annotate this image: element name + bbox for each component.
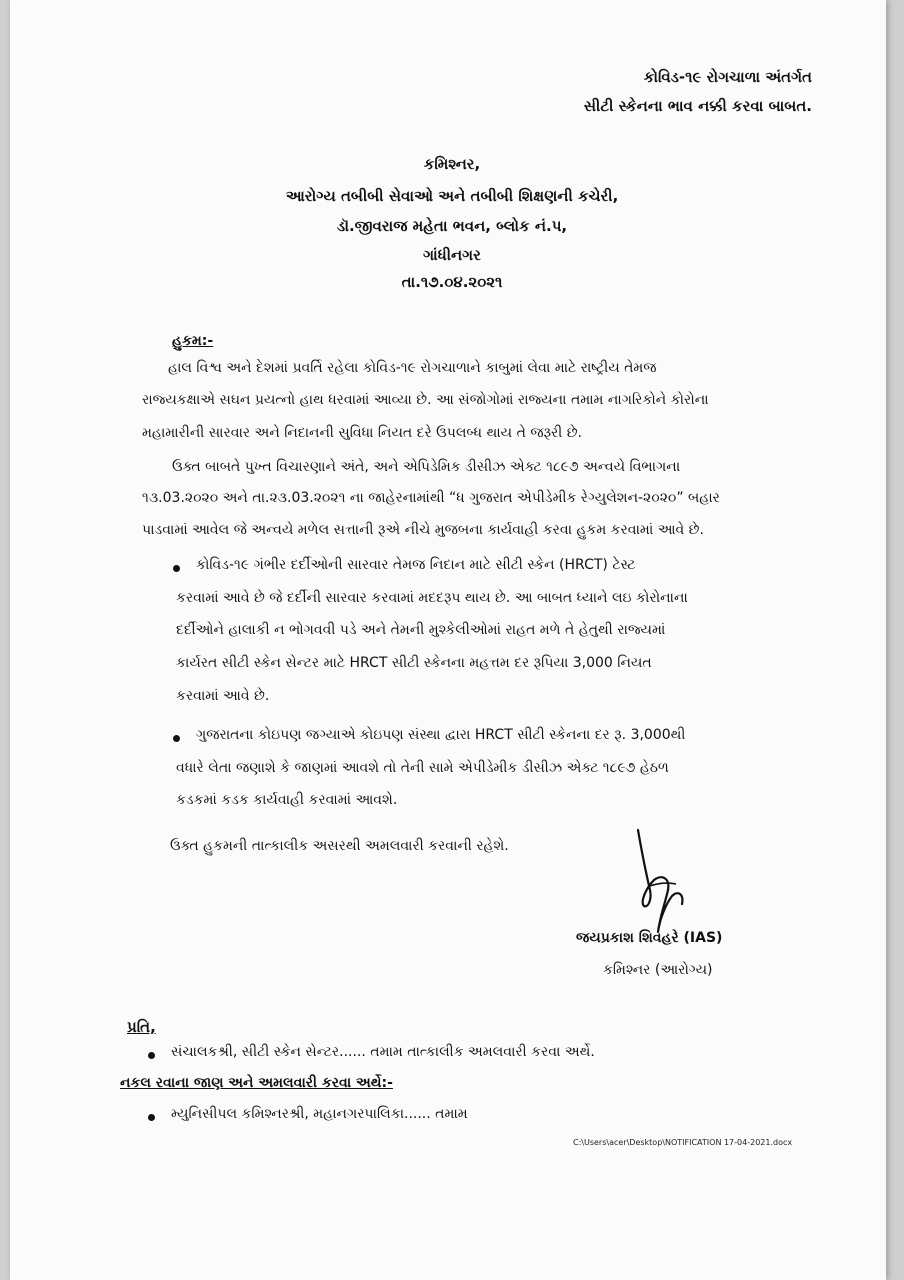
para2-line-3: પાડવામાં આવેલ જે અન્વયે મળેલ સત્તાની રૂએ નીચે મુજબના કાર્યવાહી કરવા હુકમ કરવામાં આવે છે. [142,522,704,538]
subject-line-1: કોવિડ-૧૯ રોગચાળા અંતર્ગત [643,68,812,86]
para1-line-3: મહામારીની સારવાર અને નિદાનની સુવિધા નિયત દરે ઉપલબ્ધ થાય તે જરૂરી છે. [142,425,582,441]
closing-line: ઉક્ત હુકમની તાત્કાલીક અસરથી અમલવારી કરવાની રહેશે. [170,838,509,854]
para2-line-1: ઉક્ત બાબતે પુખ્ત વિચારણાને અંતે, અને એપિડેમિક ડીસીઝ એક્ટ ૧૮૯૭ અન્વયે વિભાગના [172,459,681,475]
bullet-1-line-3: દર્દીઓને હાલાકી ન ભોગવવી પડે અને તેમની મુશ્કેલીઓમાં રાહત મળે તે હેતુથી રાજ્યમાં [176,622,666,638]
recipient-1-dot [148,1052,155,1059]
bullet-2-dot [173,735,180,742]
signatory-designation: કમિશ્નર (આરોગ્ય) [603,962,713,978]
bullet-1-line-2: કરવામાં આવે છે જે દર્દીની સારવાર કરવામાં મદદરૂપ થાય છે. આ બાબત ધ્યાને લઇ કોરોનાના [176,590,688,606]
bullet-1-line-4: કાર્યરત સીટી સ્કેન સેન્ટર માટે HRCT સીટી સ્કેનના મહત્તમ દર રૂપિયા 3,000 નિયત [176,655,652,671]
recipients-heading: પ્રતિ, [127,1018,156,1036]
bullet-2-line-2: વધારે લેતા જણાશે કે જાણમાં આવશે તો તેની સામે એપીડેમીક ડીસીઝ એક્ટ ૧૮૯૭ હેઠળ [176,760,669,776]
signatory-name: જયપ્રકાશ શિવહરે (IAS) [576,930,723,946]
para1-line-1: હાલ વિશ્વ અને દેશમાં પ્રવર્તિ રહેલા કોવિડ-૧૯ રોગચાળાને કાબુમાં લેવા માટે રાષ્ટ્રીય તેમજ [168,360,657,376]
bullet-2-line-1: ગુજરાતના કોઇપણ જગ્યાએ કોઇપણ સંસ્થા દ્વારા HRCT સીટી સ્કેનના દર રૂ. 3,000થી [196,727,686,743]
recipient-item-2: મ્યુનિસીપલ કમિશ્નરશ્રી, મહાનગરપાલિકા...... તમામ [171,1106,468,1122]
recipient-item-1: સંચાલકશ્રી, સીટી સ્કેન સેન્ટર...... તમામ તાત્કાલીક અમલવારી કરવા અર્થે. [171,1044,595,1060]
office-title: કમિશ્નર, [423,155,481,173]
bullet-1-dot [173,565,180,572]
order-heading: હુકમ:- [172,333,214,349]
para2-line-2: ૧૩.03.૨૦૨૦ અને તા.૨૩.03.૨૦૨૧ ના જાહેરનામાંથી “ધ ગુજરાત એપીડેમીક રેગ્યુલેશન-૨૦૨૦” બહાર [142,490,720,506]
recipient-2-dot [148,1114,155,1121]
office-city: ગાંધીનગર [423,246,481,264]
bullet-1-line-1: કોવિડ-૧૯ ગંભીર દર્દીઓની સારવાર તેમજ નિદાન માટે સીટી સ્કેન (HRCT) ટેસ્ટ [196,557,636,573]
order-date: તા.૧૭.૦૪.૨૦૨૧ [401,273,503,291]
subject-line-2: સીટી સ્કેનના ભાવ નક્કી કરવા બાબત. [583,97,812,115]
bullet-2-line-3: કડકમાં કડક કાર્યવાહી કરવામાં આવશે. [176,792,398,808]
bullet-1-line-5: કરવામાં આવે છે. [176,688,270,704]
para1-line-2: રાજ્યકક્ષાએ સઘન પ્રયત્નો હાથ ધરવામાં આવ્યા છે. આ સંજોગોમાં રાજ્યના તમામ નાગરિકોને કોરોના [142,392,709,408]
signature-scribble [620,828,710,938]
office-address: ડૉ.જીવરાજ મહેતા ભવન, બ્લોક નં.પ, [336,217,568,235]
office-dept: આરોગ્ય તબીબી સેવાઓ અને તબીબી શિક્ષણની કચેરી, [285,187,619,205]
copy-heading: નકલ રવાના જાણ અને અમલવારી કરવા અર્થે:- [120,1075,393,1091]
file-path: C:\Users\acer\Desktop\NOTIFICATION 17-04-2021.docx [573,1138,793,1147]
